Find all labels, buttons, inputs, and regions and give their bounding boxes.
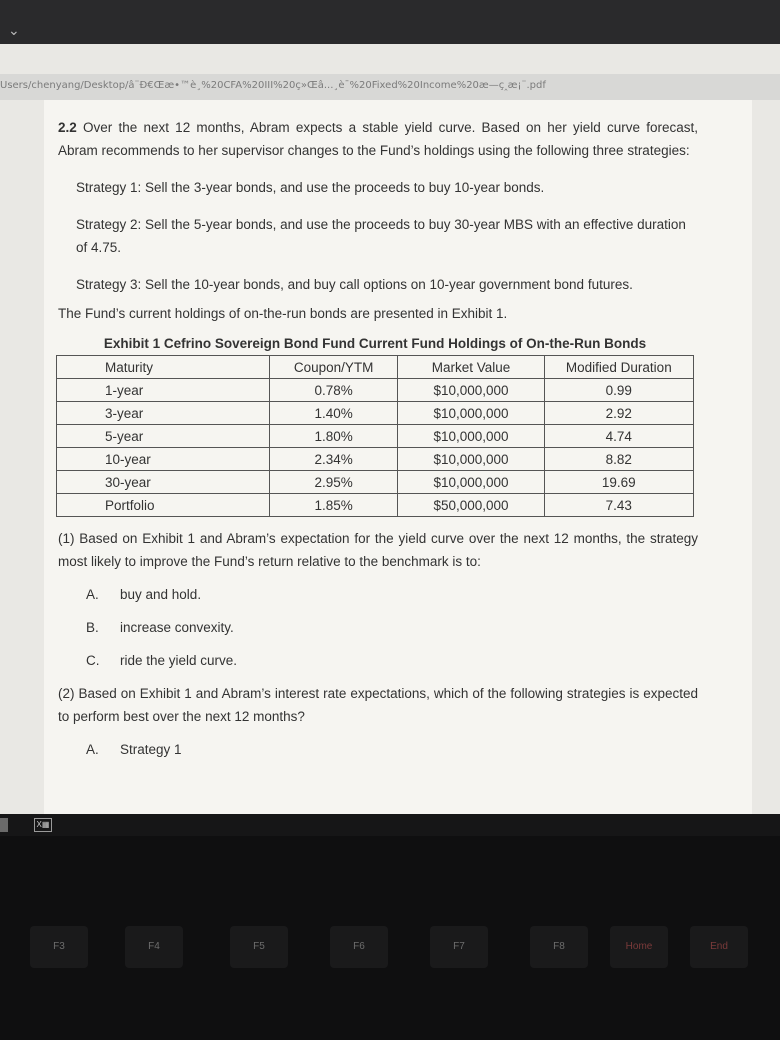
key-f3: F3 [30,926,88,968]
strategy-2: Strategy 2: Sell the 5-year bonds, and use the proceeds to buy 30-year MBS with an effective duration of 4.75. [76,217,686,255]
strategy-3: Strategy 3: Sell the 10-year bonds, and buy call options on 10-year government bond futures. [76,277,633,292]
pdf-viewer-window [0,44,780,814]
laptop-keyboard [0,836,780,1040]
page-content [58,116,698,761]
cell-maturity: 3-year [57,402,270,425]
table-row [57,448,694,471]
option-letter: A. [86,742,99,757]
chevron-down-icon[interactable]: ⌄ [8,22,20,38]
key-home: Home [610,926,668,968]
key-f4: F4 [125,926,183,968]
address-bar[interactable] [0,74,780,100]
table-row [57,425,694,448]
cell-duration: 8.82 [544,448,693,471]
option-letter: C. [86,653,100,668]
sub-question-2: (2) Based on Exhibit 1 and Abram’s interest rate expectations, which of the following strategies is expected to perform best over the next 12 months? [58,686,698,724]
question-intro [58,116,698,162]
key-end: End [690,926,748,968]
device-top-bezel [0,0,780,44]
cell-coupon: 1.85% [269,494,398,517]
option-text: buy and hold. [120,587,202,602]
holdings-sentence: The Fund’s current holdings of on-the-run bonds are presented in Exhibit 1. [58,306,508,321]
cell-maturity: 30-year [57,471,270,494]
table-row [57,379,694,402]
option-letter: A. [86,587,99,602]
option-text: ride the yield curve. [120,653,238,668]
cell-market-value: $10,000,000 [398,471,544,494]
cell-market-value: $10,000,000 [398,379,544,402]
cell-coupon: 1.80% [269,425,398,448]
table-row [57,494,694,517]
cell-maturity: Portfolio [57,494,270,517]
taskbar-tab-icon[interactable] [0,818,8,832]
cell-coupon: 0.78% [269,379,398,402]
cell-maturity: 5-year [57,425,270,448]
key-f7: F7 [430,926,488,968]
taskbar [0,814,780,836]
table-row [57,471,694,494]
table-row [57,402,694,425]
key-f5: F5 [230,926,288,968]
cell-market-value: $50,000,000 [398,494,544,517]
header-maturity: Maturity [57,356,270,379]
cell-market-value: $10,000,000 [398,425,544,448]
question-number: 2.2 [58,120,77,135]
cell-coupon: 2.34% [269,448,398,471]
file-path-text[interactable]: Users/chenyang/Desktop/â¨Ð€Œæ•™è¸%20CFA%20III%20ç»Œâ...¸è¯%20Fixed%20Income%20æ—ç‸æ¡¨.pdf [0,80,546,91]
key-f6: F6 [330,926,388,968]
cell-duration: 19.69 [544,471,693,494]
option-c [86,649,698,672]
cell-market-value: $10,000,000 [398,402,544,425]
option-letter: B. [86,620,99,635]
question-intro-text: Over the next 12 months, Abram expects a stable yield curve. Based on her yield curve forecast, Abram recommends to her supervisor changes to the Fund’s holdings using the following three strategies: [58,120,698,158]
cell-coupon: 1.40% [269,402,398,425]
cell-market-value: $10,000,000 [398,448,544,471]
option-b [86,616,698,639]
cell-maturity: 1-year [57,379,270,402]
option-a-2 [86,738,698,761]
option-a [86,583,698,606]
key-f8: F8 [530,926,588,968]
cell-maturity: 10-year [57,448,270,471]
sub-question-1: (1) Based on Exhibit 1 and Abram’s expectation for the yield curve over the next 12 months, the strategy most likely to improve the Fund’s return relative to the benchmark is to: [58,531,698,569]
holdings-table [56,355,694,517]
cell-duration: 4.74 [544,425,693,448]
cell-duration: 2.92 [544,402,693,425]
cell-duration: 7.43 [544,494,693,517]
strategy-1: Strategy 1: Sell the 3-year bonds, and use the proceeds to buy 10-year bonds. [76,180,545,195]
cell-duration: 0.99 [544,379,693,402]
exhibit-title: Exhibit 1 Cefrino Sovereign Bond Fund Current Fund Holdings of On-the-Run Bonds [103,336,647,351]
pdf-page [44,100,752,814]
header-market-value: Market Value [398,356,544,379]
header-coupon: Coupon/YTM [269,356,398,379]
excel-icon[interactable]: X▦ [34,818,52,832]
cell-coupon: 2.95% [269,471,398,494]
option-text: increase convexity. [120,620,234,635]
option-text: Strategy 1 [120,742,182,757]
table-header-row [57,356,694,379]
header-modified-duration: Modified Duration [544,356,693,379]
